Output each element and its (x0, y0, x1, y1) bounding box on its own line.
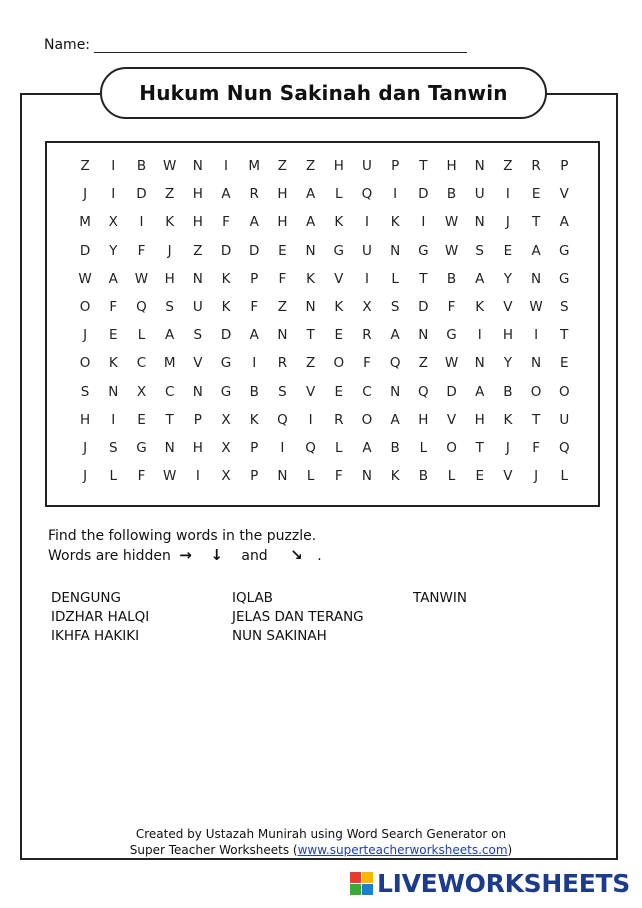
grid-letter[interactable]: V (559, 186, 569, 203)
grid-letter[interactable]: H (164, 270, 175, 287)
grid-letter[interactable]: P (193, 411, 202, 428)
grid-letter[interactable]: V (305, 383, 316, 400)
grid-letter[interactable]: G (220, 355, 232, 372)
grid-letter[interactable]: O (361, 411, 373, 428)
and-label: and (241, 548, 268, 564)
grid-letter[interactable]: P (250, 468, 259, 485)
grid-letter[interactable]: I (139, 214, 144, 231)
grid-letter[interactable]: D (446, 383, 457, 400)
grid-letter[interactable]: S (390, 299, 400, 316)
grid-letter[interactable]: E (475, 468, 484, 485)
instructions-line-2 (48, 546, 322, 566)
grid-letter[interactable]: I (308, 411, 313, 428)
grid-letter[interactable]: N (474, 158, 485, 175)
brand-text: LIVEWORKSHEETS (376, 869, 630, 898)
grid-letter[interactable]: R (249, 186, 259, 203)
grid-letter[interactable]: K (221, 299, 231, 316)
grid-letter[interactable]: K (475, 299, 485, 316)
word-list-item: TANWIN (413, 590, 467, 606)
arrow-right-icon: → (179, 546, 192, 564)
grid-letter[interactable]: T (165, 411, 174, 428)
grid-letter[interactable]: B (418, 468, 428, 485)
grid-letter[interactable]: A (390, 411, 400, 428)
grid-letter[interactable]: Y (503, 355, 513, 372)
grid-letter[interactable]: D (220, 242, 232, 259)
word-list-item: JELAS DAN TERANG (232, 609, 364, 625)
grid-letter[interactable]: O (333, 355, 345, 372)
grid-letter[interactable]: G (559, 270, 570, 287)
grid-letter[interactable]: M (79, 214, 91, 231)
grid-letter[interactable]: N (164, 439, 175, 456)
grid-letter[interactable]: X (362, 299, 372, 316)
grid-letter[interactable]: D (418, 186, 429, 203)
grid-letter[interactable]: A (305, 214, 316, 231)
grid-letter[interactable]: A (559, 214, 569, 231)
grid-letter[interactable]: P (250, 439, 259, 456)
grid-letter[interactable]: U (362, 158, 372, 175)
grid-letter[interactable]: H (277, 186, 288, 203)
grid-letter[interactable]: W (444, 355, 459, 372)
name-label: Name: (44, 37, 91, 53)
grid-letter[interactable]: J (83, 439, 88, 456)
grid-letter[interactable]: N (192, 158, 203, 175)
instructions-line-1: Find the following words in the puzzle. (48, 528, 317, 544)
grid-letter[interactable]: Q (389, 355, 401, 372)
grid-letter[interactable]: N (390, 383, 401, 400)
grid-letter[interactable]: T (475, 439, 484, 456)
grid-letter[interactable]: R (531, 158, 541, 175)
grid-letter[interactable]: Z (305, 158, 316, 175)
grid-letter[interactable]: D (79, 242, 91, 259)
grid-letter[interactable]: Q (305, 439, 316, 456)
grid-letter[interactable]: I (364, 214, 369, 231)
grid-letter[interactable]: T (419, 158, 428, 175)
grid-letter[interactable]: S (193, 327, 203, 344)
arrow-diagonal-icon: ↘ (290, 546, 303, 564)
grid-letter[interactable]: I (505, 186, 510, 203)
grid-letter[interactable]: C (136, 355, 147, 372)
grid-letter[interactable]: Q (558, 439, 570, 456)
grid-letter[interactable]: O (446, 439, 457, 456)
grid-letter[interactable]: R (362, 327, 372, 344)
grid-letter[interactable]: L (137, 327, 146, 344)
grid-letter[interactable]: P (560, 158, 569, 175)
footer-line-1: Created by Ustazah Munirah using Word Search Generator on (135, 827, 507, 841)
grid-letter[interactable]: L (560, 468, 569, 485)
grid-letter[interactable]: C (362, 383, 372, 400)
grid-letter[interactable]: V (503, 468, 513, 485)
grid-letter[interactable]: N (305, 242, 316, 259)
grid-letter[interactable]: S (559, 299, 569, 316)
grid-letter[interactable]: F (137, 468, 146, 485)
grid-letter[interactable]: T (531, 411, 541, 428)
grid-letter[interactable]: H (502, 327, 513, 344)
grid-letter[interactable]: X (108, 214, 118, 231)
grid-letter[interactable]: K (249, 411, 259, 428)
grid-letter[interactable]: L (447, 468, 456, 485)
grid-letter[interactable]: H (474, 411, 485, 428)
word-list-item: IKHFA HAKIKI (51, 628, 140, 644)
logo-square (362, 884, 373, 895)
grid-letter[interactable]: Y (503, 270, 513, 287)
grid-letter[interactable]: I (364, 270, 369, 287)
grid-letter[interactable]: M (248, 158, 261, 175)
grid-letter[interactable]: N (531, 355, 542, 372)
grid-letter[interactable]: V (334, 270, 344, 287)
name-field-row (44, 37, 467, 53)
grid-letter[interactable]: G (418, 242, 429, 259)
grid-letter[interactable]: R (277, 355, 288, 372)
grid-letter[interactable]: W (444, 242, 459, 259)
grid-letter[interactable]: N (108, 383, 119, 400)
footer-credit (0, 826, 642, 858)
grid-letter[interactable]: B (136, 158, 147, 175)
logo-square (362, 872, 373, 883)
grid-letter[interactable]: J (167, 242, 172, 259)
footer-line-2-prefix: Super Teacher Worksheets ( (129, 843, 298, 857)
grid-letter[interactable]: K (165, 214, 175, 231)
word-list-item (413, 628, 571, 647)
grid-letter[interactable]: K (334, 299, 344, 316)
grid-letter[interactable]: F (334, 468, 343, 485)
grid-letter[interactable]: I (534, 327, 539, 344)
grid-letter[interactable]: J (505, 439, 510, 456)
grid-letter[interactable]: H (446, 158, 457, 175)
grid-letter[interactable]: I (421, 214, 426, 231)
grid-letter[interactable]: A (362, 439, 372, 456)
grid-letter[interactable]: G (446, 327, 457, 344)
grid-letter[interactable]: A (221, 186, 231, 203)
grid-letter[interactable]: E (278, 242, 287, 259)
grid-letter[interactable]: S (278, 383, 287, 400)
grid-letter[interactable]: T (306, 327, 315, 344)
grid-letter[interactable]: H (192, 439, 203, 456)
grid-letter[interactable]: Z (165, 186, 175, 203)
grid-letter[interactable]: I (111, 158, 116, 175)
grid-letter[interactable]: I (111, 186, 116, 203)
word-list-item: NUN SAKINAH (232, 628, 327, 644)
grid-letter[interactable]: T (531, 214, 541, 231)
grid-letter[interactable]: F (137, 242, 146, 259)
grid-letter[interactable]: B (249, 383, 259, 400)
grid-letter[interactable]: N (192, 270, 203, 287)
grid-letter[interactable]: B (503, 383, 513, 400)
grid-letter[interactable]: W (134, 270, 149, 287)
grid-letter[interactable]: A (249, 214, 259, 231)
grid-letter[interactable]: J (505, 214, 510, 231)
word-list-item: DENGUNG (51, 590, 121, 606)
grid-letter[interactable]: P (250, 270, 259, 287)
grid-letter[interactable]: S (165, 299, 174, 316)
footer-link[interactable]: www.superteacherworksheets.com (297, 843, 508, 857)
grid-letter[interactable]: K (390, 468, 400, 485)
grid-letter[interactable]: H (192, 186, 203, 203)
grid-letter[interactable]: N (361, 468, 373, 485)
grid-letter[interactable]: I (195, 468, 200, 485)
grid-letter[interactable]: E (503, 242, 513, 259)
grid-letter[interactable]: W (162, 468, 177, 485)
grid-letter[interactable]: N (418, 327, 429, 344)
grid-letter[interactable]: K (503, 411, 513, 428)
instructions-prefix: Words are hidden (48, 548, 171, 564)
grid-letter[interactable]: N (531, 270, 542, 287)
grid-letter[interactable]: L (391, 270, 399, 287)
grid-letter[interactable]: L (335, 439, 343, 456)
grid-letter[interactable]: F (447, 299, 456, 316)
grid-letter[interactable]: N (390, 242, 401, 259)
grid-letter[interactable]: A (475, 270, 485, 287)
instructions (48, 527, 322, 566)
grid-letter[interactable]: L (306, 468, 315, 485)
grid-letter[interactable]: W (444, 214, 459, 231)
grid-letter[interactable]: S (108, 439, 118, 456)
grid-letter[interactable]: I (224, 158, 229, 175)
grid-letter[interactable]: O (558, 383, 570, 400)
word-list-item: IDZHAR HALQI (51, 609, 150, 625)
grid-letter[interactable]: G (333, 242, 345, 259)
grid-letter[interactable]: D (249, 242, 260, 259)
grid-letter[interactable]: I (252, 355, 257, 372)
grid-letter[interactable]: A (249, 327, 259, 344)
grid-letter[interactable]: A (108, 270, 118, 287)
grid-letter[interactable]: I (393, 186, 398, 203)
grid-letter[interactable]: U (192, 299, 203, 316)
liveworksheets-logo-icon (350, 872, 373, 895)
grid-letter[interactable]: W (162, 158, 177, 175)
grid-letter[interactable]: N (305, 299, 316, 316)
worksheet-title: Hukum Nun Sakinah dan Tanwin (100, 67, 547, 119)
grid-letter[interactable]: V (193, 355, 203, 372)
grid-letter[interactable]: G (136, 439, 147, 456)
grid-letter[interactable]: I (111, 411, 116, 428)
grid-letter[interactable]: D (418, 299, 429, 316)
liveworksheets-brand[interactable] (350, 869, 630, 898)
grid-letter[interactable]: X (221, 468, 231, 485)
logo-square (350, 872, 361, 883)
grid-letter[interactable]: Y (109, 242, 118, 259)
grid-letter[interactable]: Q (277, 411, 288, 428)
grid-letter[interactable]: V (446, 411, 457, 428)
grid-letter[interactable]: A (305, 186, 316, 203)
grid-letter[interactable]: L (109, 468, 118, 485)
footer-line-2 (0, 842, 642, 858)
grid-letter[interactable]: A (475, 383, 485, 400)
grid-letter[interactable]: B (390, 439, 400, 456)
grid-letter[interactable]: O (79, 355, 91, 372)
grid-letter[interactable]: Q (418, 383, 429, 400)
grid-letter[interactable]: K (334, 214, 344, 231)
arrow-down-icon: ↓ (210, 546, 223, 564)
grid-letter[interactable]: K (306, 270, 316, 287)
grid-letter[interactable]: A (390, 327, 400, 344)
grid-letter[interactable]: N (277, 327, 288, 344)
grid-letter[interactable]: K (108, 355, 118, 372)
grid-letter[interactable]: E (109, 327, 118, 344)
grid-letter[interactable]: A (531, 242, 541, 259)
grid-letter[interactable]: B (446, 186, 457, 203)
grid-letter[interactable]: F (363, 355, 371, 372)
grid-letter[interactable]: N (277, 468, 288, 485)
grid-letter[interactable]: F (532, 439, 540, 456)
grid-letter[interactable]: Q (361, 186, 373, 203)
grid-letter[interactable]: J (534, 468, 539, 485)
grid-letter[interactable]: U (474, 186, 485, 203)
grid-letter[interactable]: N (474, 355, 485, 372)
word-list-item (413, 609, 571, 628)
grid-letter[interactable]: Q (136, 299, 147, 316)
grid-letter[interactable]: E (137, 411, 146, 428)
grid-letter[interactable]: X (221, 439, 231, 456)
logo-square (350, 884, 361, 895)
grid-letter[interactable]: F (278, 270, 287, 287)
grid-letter[interactable]: X (136, 383, 147, 400)
grid-letter[interactable]: M (163, 355, 176, 372)
grid-letter[interactable]: B (446, 270, 457, 287)
grid-letter[interactable]: K (221, 270, 231, 287)
grid-letter[interactable]: V (503, 299, 513, 316)
grid-letter[interactable]: J (83, 468, 88, 485)
grid-letter[interactable]: Z (503, 158, 513, 175)
grid-letter[interactable]: N (474, 214, 485, 231)
grid-letter[interactable]: S (475, 242, 484, 259)
grid-letter[interactable]: U (362, 242, 372, 259)
grid-letter[interactable]: Z (277, 158, 288, 175)
word-list (51, 590, 571, 647)
grid-letter[interactable]: D (136, 186, 147, 203)
grid-letter[interactable]: P (391, 158, 400, 175)
grid-letter[interactable]: I (280, 439, 285, 456)
grid-letter[interactable]: L (419, 439, 428, 456)
footer-line-2-suffix: ) (507, 843, 513, 857)
grid-letter[interactable]: F (250, 299, 259, 316)
grid-letter[interactable]: E (531, 186, 541, 203)
grid-letter[interactable]: H (192, 214, 203, 231)
grid-letter[interactable]: T (419, 270, 428, 287)
grid-letter[interactable]: D (220, 327, 232, 344)
grid-letter[interactable]: H (80, 411, 91, 428)
grid-letter[interactable]: W (529, 299, 543, 316)
name-input-line[interactable] (94, 38, 467, 53)
grid-letter[interactable]: W (78, 270, 92, 287)
grid-letter[interactable]: U (559, 411, 570, 428)
grid-letter[interactable]: G (559, 242, 570, 259)
grid-letter[interactable]: H (418, 411, 429, 428)
grid-letter[interactable]: F (109, 299, 118, 316)
grid-letter[interactable]: E (334, 327, 344, 344)
grid-letter[interactable]: S (80, 383, 90, 400)
word-list-item: IQLAB (232, 590, 273, 606)
grid-letter[interactable]: Z (193, 242, 203, 259)
grid-letter[interactable]: H (277, 214, 288, 231)
grid-letter[interactable]: I (477, 327, 482, 344)
grid-letter[interactable]: L (335, 186, 343, 203)
grid-letter[interactable]: Z (305, 355, 316, 372)
instructions-period: . (317, 548, 322, 564)
grid-letter[interactable]: O (79, 299, 91, 316)
grid-letter[interactable]: H (333, 158, 344, 175)
grid-letter[interactable]: C (164, 383, 175, 400)
grid-letter[interactable]: T (560, 327, 569, 344)
grid-letter[interactable]: E (334, 383, 344, 400)
grid-letter[interactable]: N (192, 383, 203, 400)
grid-letter[interactable]: Z (277, 299, 288, 316)
grid-letter[interactable]: X (221, 411, 231, 428)
grid-letter[interactable]: A (165, 327, 175, 344)
grid-letter[interactable]: F (222, 214, 230, 231)
grid-letter[interactable]: J (83, 186, 88, 203)
grid-letter[interactable]: J (83, 327, 88, 344)
grid-letter[interactable]: G (220, 383, 232, 400)
grid-letter[interactable]: Z (80, 158, 90, 175)
grid-letter[interactable]: E (560, 355, 569, 372)
grid-letter[interactable]: O (530, 383, 542, 400)
word-search-grid[interactable] (71, 152, 579, 490)
grid-letter[interactable]: K (390, 214, 400, 231)
grid-letter[interactable]: Z (418, 355, 428, 372)
grid-letter[interactable]: R (334, 411, 344, 428)
